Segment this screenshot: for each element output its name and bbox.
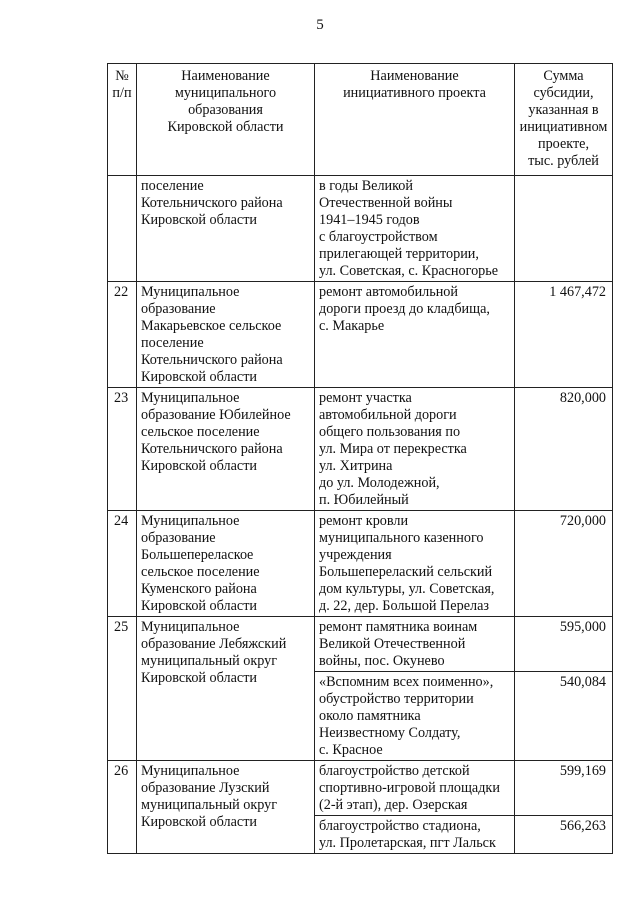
sum-cell: 599,169 — [515, 761, 613, 816]
table-header-row — [108, 64, 613, 176]
header-project: Наименование инициативного проекта — [315, 64, 515, 176]
municipality-cell: Муниципальное образование Макарьевское сельское поселение Котельничского района Кировской области — [137, 282, 315, 388]
sum-cell: 720,000 — [515, 511, 613, 617]
table-row — [108, 388, 613, 511]
table-row — [108, 176, 613, 282]
sum-cell: 1 467,472 — [515, 282, 613, 388]
row-number: 26 — [108, 761, 137, 854]
municipality-cell: Муниципальное образование Большепереласкоe сельское поселение Куменского района Кировской области — [137, 511, 315, 617]
municipality-cell: поселение Котельничского района Кировской области — [137, 176, 315, 282]
project-cell: «Вспомним всех поименно», обустройство территории около памятника Неизвестному Солдату, с. Красное — [315, 672, 515, 761]
project-cell: ремонт кровли муниципального казенного учреждения Большеперелаский сельский дом культуры, ул. Советская, д. 22, дер. Большой Перелаз — [315, 511, 515, 617]
header-sum: Сумма субсидии, указанная в инициативном проекте, тыс. рублей — [515, 64, 613, 176]
table-row — [108, 282, 613, 388]
row-number — [108, 176, 137, 282]
page-number: 5 — [316, 17, 324, 33]
sum-cell: 566,263 — [515, 816, 613, 854]
subsidy-table — [107, 63, 613, 854]
header-num: № п/п — [108, 64, 137, 176]
project-cell: ремонт участка автомобильной дороги общего пользования по ул. Мира от перекрестка ул. Хитрина до ул. Молодежной, п. Юбилейный — [315, 388, 515, 511]
project-cell: благоустройство стадиона, ул. Пролетарская, пгт Лальск — [315, 816, 515, 854]
municipality-cell: Муниципальное образование Лузский муниципальный округ Кировской области — [137, 761, 315, 854]
project-cell: благоустройство детской спортивно-игровой площадки (2-й этап), дер. Озерская — [315, 761, 515, 816]
sum-cell: 540,084 — [515, 672, 613, 761]
header-municipality: Наименование муниципального образования Кировской области — [137, 64, 315, 176]
sum-cell: 595,000 — [515, 617, 613, 672]
row-number: 23 — [108, 388, 137, 511]
municipality-cell: Муниципальное образование Лебяжский муниципальный округ Кировской области — [137, 617, 315, 761]
project-cell: в годы Великой Отечественной войны 1941–1945 годов с благоустройством прилегающей территории, ул. Советская, с. Красногорье — [315, 176, 515, 282]
table-row — [108, 617, 613, 672]
row-number: 24 — [108, 511, 137, 617]
table-row — [108, 761, 613, 816]
project-cell: ремонт автомобильной дороги проезд до кладбища, с. Макарье — [315, 282, 515, 388]
sum-cell — [515, 176, 613, 282]
sum-cell: 820,000 — [515, 388, 613, 511]
row-number: 22 — [108, 282, 137, 388]
project-cell: ремонт памятника воинам Великой Отечественной войны, пос. Окунево — [315, 617, 515, 672]
municipality-cell: Муниципальное образование Юбилейное сельское поселение Котельничского района Кировской области — [137, 388, 315, 511]
table-row — [108, 511, 613, 617]
row-number: 25 — [108, 617, 137, 761]
